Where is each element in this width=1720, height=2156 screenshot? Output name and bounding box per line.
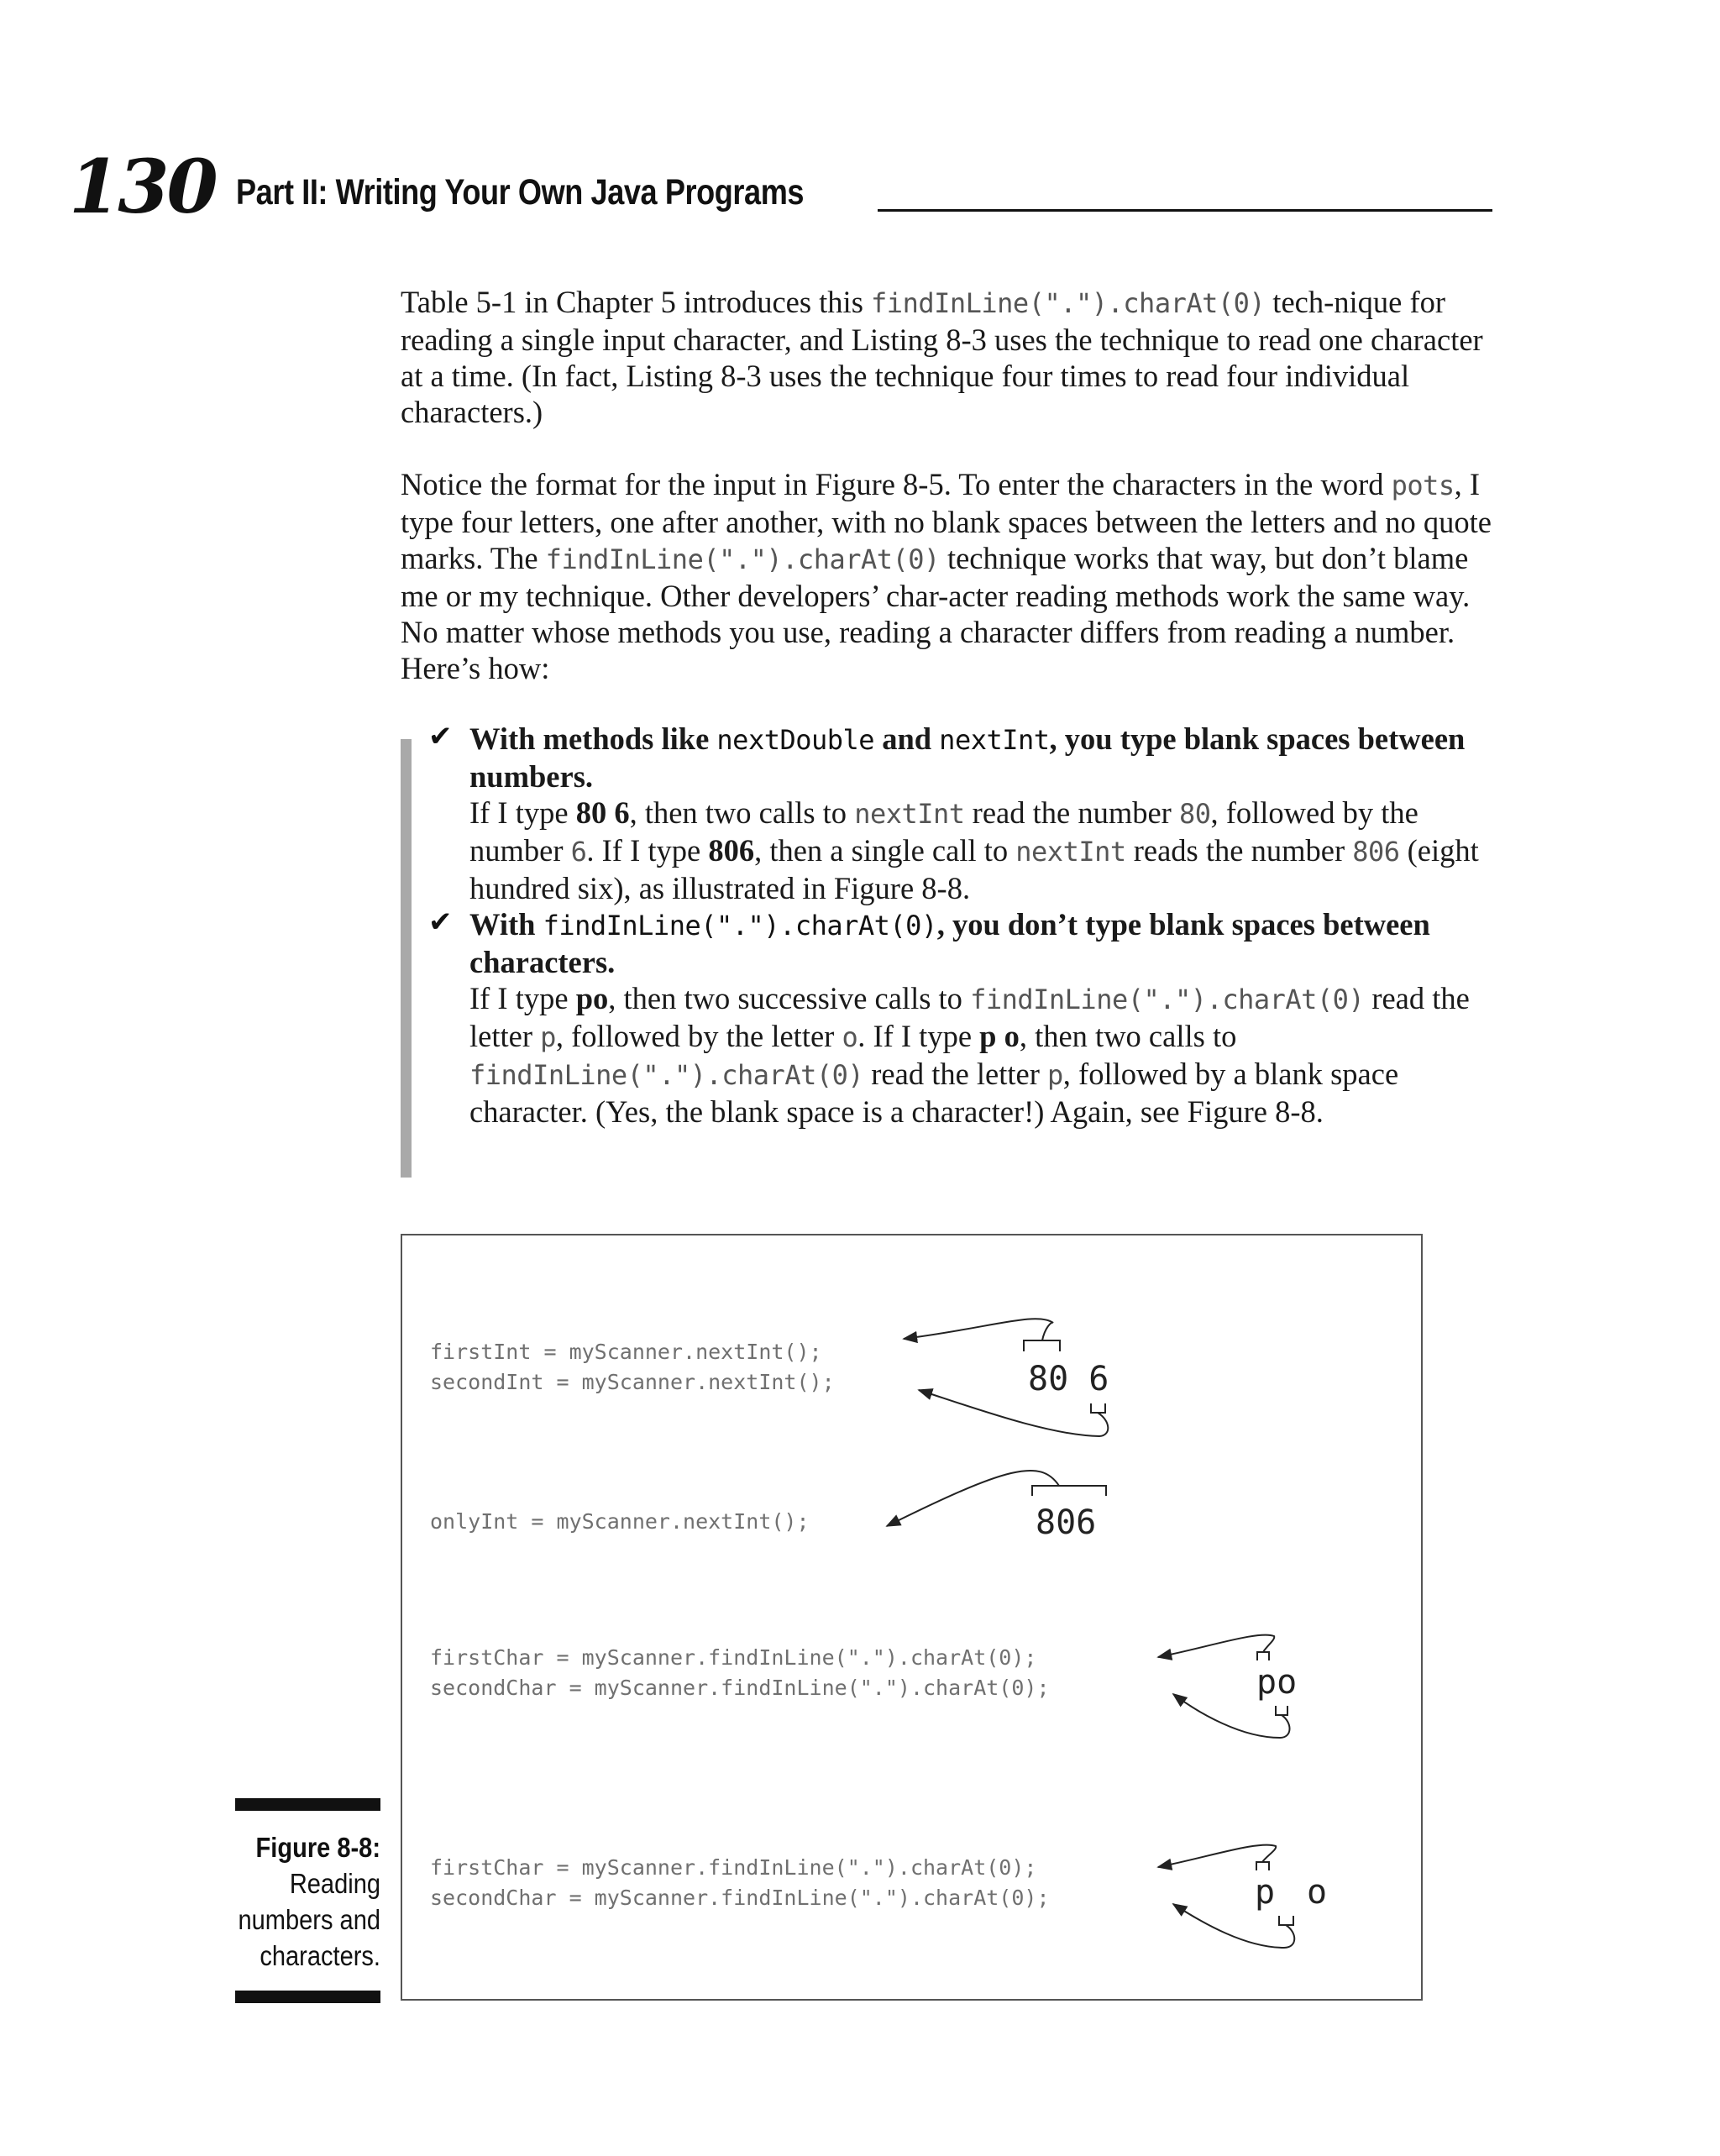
text-run: , followed by the number (469, 795, 1418, 868)
page-number: 130 (69, 143, 216, 230)
inline-code: 6 (570, 836, 587, 868)
text-run: , then two calls to (629, 795, 855, 830)
bold-text: 80 6 (575, 795, 630, 830)
body-text (401, 284, 1501, 1130)
text-run: read the number (964, 795, 1179, 830)
figure-caption-text: Reading numbers and characters. (238, 1868, 380, 1971)
checkmark-icon: ✔ (428, 720, 453, 753)
text-run: Notice the format for the input in Figure 8-5. To enter the characters in the word (401, 467, 1392, 501)
bold-text: po (575, 981, 609, 1015)
text-run: , followed by the letter (555, 1019, 842, 1053)
text-run: , then a single call to (754, 833, 1016, 868)
inline-code: 80 (1178, 798, 1211, 830)
text-run: and (874, 721, 940, 756)
code-line-onlyInt: onlyInt = myScanner.nextInt(); (430, 1509, 810, 1534)
text-run: With (469, 907, 543, 942)
inline-code: findInLine(".").charAt(0) (545, 543, 940, 575)
text-run: , then two calls to (1019, 1019, 1237, 1053)
bracket-p (1257, 1652, 1269, 1660)
caption-rule-bottom (235, 1991, 380, 2003)
input-80-6: 80 6 (1028, 1360, 1109, 1398)
input-p: p (1255, 1873, 1276, 1912)
inline-code: nextDouble (716, 724, 875, 756)
text-run: technique works that way, but don’t blame me or my technique. Other developers’ char-acter reading methods work the same way. No matter whose methods you use, reading a character differs from reading a number. Here’s how: (401, 541, 1471, 685)
checkmark-icon: ✔ (428, 905, 453, 939)
inline-code: findInLine(".").charAt(0) (469, 1059, 864, 1091)
text-run: tech-nique for reading a single input character, and Listing 8-3 uses the technique to read one character at a time. (In fact, Listing 8-3 uses the technique four times to read four individual characters.) (401, 285, 1483, 429)
code-line-firstInt: firstInt = myScanner.nextInt(); (430, 1340, 822, 1364)
text-run: , you don’t type blank spaces between characters. (469, 907, 1430, 979)
arrow-to-firstChar (1158, 1845, 1276, 1867)
arrow-to-secondChar (1173, 1904, 1294, 1948)
inline-code: nextInt (854, 798, 965, 830)
bullet-body (469, 980, 1501, 1130)
bracket-space (1279, 1916, 1293, 1925)
bullet-list (401, 721, 1501, 1130)
inline-code: 806 (1352, 836, 1400, 868)
text-run: , I type four letters, one after another, with no blank spaces between the letters and no quote marks. The (401, 467, 1492, 575)
bracket-6 (1091, 1403, 1105, 1413)
header-rule (878, 209, 1492, 212)
text-run: reads the number (1125, 833, 1353, 868)
caption-rule-top (235, 1798, 380, 1811)
bold-text: p o (979, 1019, 1020, 1053)
code-line-secondChar: secondChar = myScanner.findInLine(".").charAt(0); (430, 1676, 1050, 1700)
inline-code: pots (1391, 469, 1455, 501)
text-run: read the letter (863, 1057, 1048, 1091)
text-run: read the letter (469, 981, 1470, 1053)
text-run: If I type (469, 795, 576, 830)
inline-code: findInLine(".").charAt(0) (543, 910, 937, 942)
text-run: . If I type (857, 1019, 980, 1053)
text-run: Table 5-1 in Chapter 5 introduces this (401, 285, 872, 319)
inline-code: findInLine(".").charAt(0) (871, 287, 1266, 319)
paragraph-1 (401, 284, 1501, 430)
bracket-p (1256, 1862, 1269, 1870)
bullet-item (401, 721, 1501, 906)
inline-code: nextInt (1015, 836, 1126, 868)
text-run: (eight hundred six), as illustrated in Figure 8-8. (469, 833, 1479, 905)
input-po: po (1256, 1663, 1298, 1702)
text-run: , followed by a blank space character. (Yes, the blank space is a character!) Again, see Figure 8-8. (469, 1057, 1399, 1129)
text-run: , then two successive calls to (608, 981, 971, 1015)
figure-label: Figure 8-8: (255, 1832, 380, 1863)
bullet-body (469, 795, 1501, 906)
text-run: If I type (469, 981, 576, 1015)
figure-caption (238, 1829, 380, 1974)
figure-diagram (402, 1235, 1424, 2002)
input-806: 806 (1036, 1503, 1097, 1542)
bullet-heading (469, 721, 1501, 795)
text-run: With methods like (469, 721, 717, 756)
text-run: . If I type (586, 833, 709, 868)
paragraph-2 (401, 466, 1501, 686)
inline-code: o (842, 1021, 858, 1053)
text-run: , you type blank spaces between numbers. (469, 721, 1466, 794)
bold-text: 806 (708, 833, 755, 868)
input-o: o (1307, 1873, 1328, 1912)
running-header-title: Part II: Writing Your Own Java Programs (236, 172, 805, 212)
inline-code: p (1047, 1059, 1063, 1091)
bullet-item (401, 906, 1501, 1130)
inline-code: p (540, 1021, 556, 1053)
code-line-firstChar: firstChar = myScanner.findInLine(".").charAt(0); (430, 1855, 1037, 1880)
bracket-806 (1032, 1486, 1106, 1496)
code-line-firstChar: firstChar = myScanner.findInLine(".").charAt(0); (430, 1645, 1037, 1670)
arrow-to-firstInt (904, 1319, 1053, 1340)
bullet-heading (469, 906, 1501, 980)
figure-8-8 (401, 1234, 1423, 2001)
code-line-secondInt: secondInt = myScanner.nextInt(); (430, 1370, 835, 1394)
inline-code: findInLine(".").charAt(0) (970, 984, 1365, 1015)
inline-code: nextInt (939, 724, 1050, 756)
code-line-secondChar: secondChar = myScanner.findInLine(".").charAt(0); (430, 1886, 1050, 1910)
bracket-80 (1024, 1340, 1060, 1351)
arrow-to-onlyInt (887, 1471, 1059, 1526)
bracket-o (1276, 1706, 1287, 1715)
